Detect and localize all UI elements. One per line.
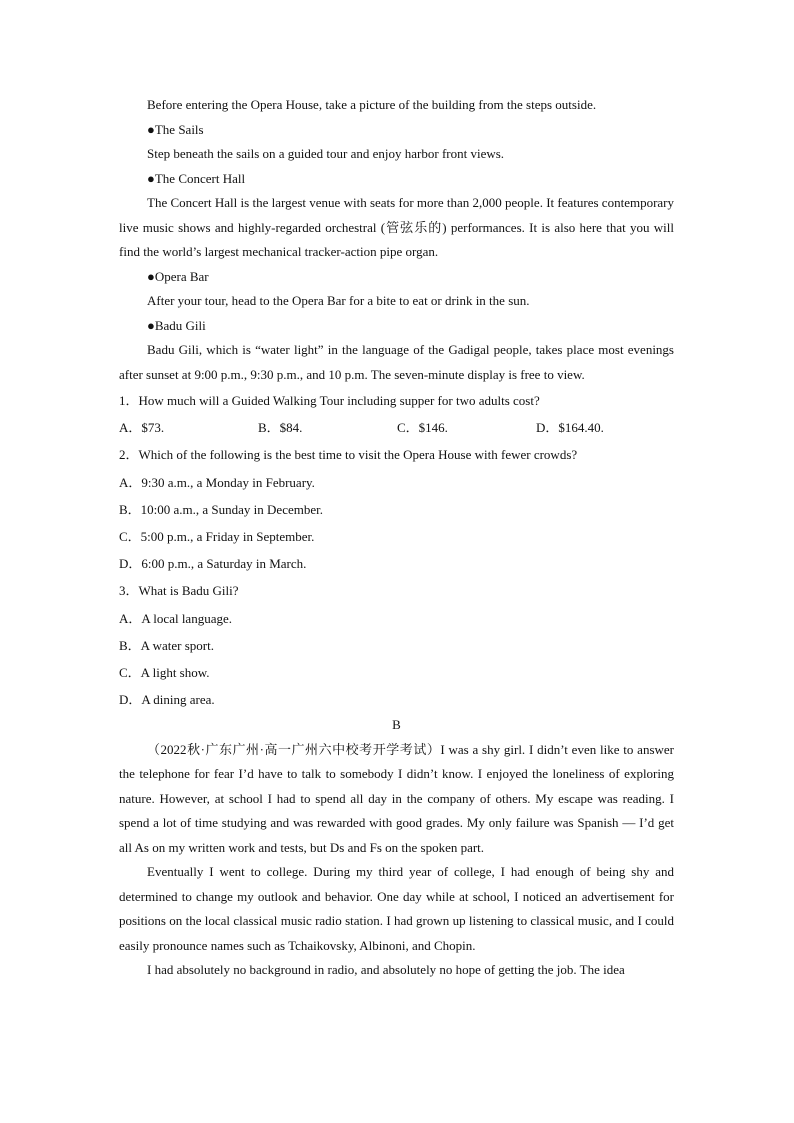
question-2-option-d: D．6:00 p.m., a Saturday in March.	[119, 556, 307, 572]
document-page	[119, 93, 674, 983]
question-1-option-a: A．$73.	[119, 420, 165, 436]
sails-heading: ●The Sails	[147, 121, 204, 137]
badu-gili-heading: ●Badu Gili	[147, 317, 206, 333]
concert-hall-text: The Concert Hall is the largest venue with seats for more than 2,000 people. It features contemporary live music shows and highly-regarded orchestral (管弦乐的) performances. It is also here that you will find the world’s largest mechanical tracker-action pipe organ.	[119, 195, 674, 259]
question-2-option-a: A．9:30 a.m., a Monday in February.	[119, 474, 315, 490]
question-3-stem: 3．What is Badu Gili?	[119, 583, 239, 599]
badu-gili-text: Badu Gili, which is “water light” in the language of the Gadigal people, takes place most evenings after sunset at 9:00 p.m., 9:30 p.m., and 10 p.m. The seven-minute display is free to view.	[119, 342, 674, 382]
question-3-option-b: B．A water sport.	[119, 637, 214, 653]
question-3-option-d: D．A dining area.	[119, 692, 215, 708]
question-2-stem: 2．Which of the following is the best time to visit the Opera House with fewer crowds?	[119, 447, 578, 463]
opera-bar-heading: ●Opera Bar	[147, 268, 209, 284]
question-1-stem: 1．How much will a Guided Walking Tour including supper for two adults cost?	[119, 393, 540, 408]
sails-text: Step beneath the sails on a guided tour and enjoy harbor front views.	[147, 146, 505, 161]
question-2-option-b: B．10:00 a.m., a Sunday in December.	[119, 501, 323, 517]
question-2-option-c: C．5:00 p.m., a Friday in September.	[119, 528, 315, 544]
section-b-paragraph-2: Eventually I went to college. During my third year of college, I had enough of being shy and determined to change my outlook and behavior. One day while at school, I noticed an advertisement for positions on the local classical music radio station. I had grown up listening to classical music, and I could easily pronounce names such as Tchaikovsky, Albinoni, and Chopin.	[119, 864, 674, 953]
section-b-paragraph-3: I had absolutely no background in radio, and absolutely no hope of getting the job. The idea	[147, 962, 625, 978]
opera-bar-text: After your tour, head to the Opera Bar for a bite to eat or drink in the sun.	[147, 293, 530, 308]
question-3-option-c: C．A light show.	[119, 664, 210, 680]
question-3-option-a: A．A local language.	[119, 610, 232, 626]
question-1-option-b: B．$84.	[258, 420, 303, 436]
question-1-option-d: D．$164.40.	[536, 420, 604, 436]
section-b-paragraph-1: （2022秋·广东广州·高一广州六中校考开学考试）I was a shy girl. I didn’t even like to answer the telephone for fear I’d have to talk to somebody I didn’t know. I enjoyed the loneliness of exploring nature. However, at school I had to spend all day in the company of others. My escape was reading. I spend a lot of time studying and was rewarded with good grades. My only failure was Spanish — I’d get all As on my written work and tests, but Ds and Fs on the spoken part.	[119, 741, 674, 855]
question-1-option-c: C．$146.	[397, 420, 448, 436]
concert-hall-heading: ●The Concert Hall	[147, 170, 246, 186]
question-1-options	[119, 414, 674, 441]
section-b-label: B	[392, 717, 401, 733]
picture-line: Before entering the Opera House, take a picture of the building from the steps outside.	[147, 97, 597, 112]
